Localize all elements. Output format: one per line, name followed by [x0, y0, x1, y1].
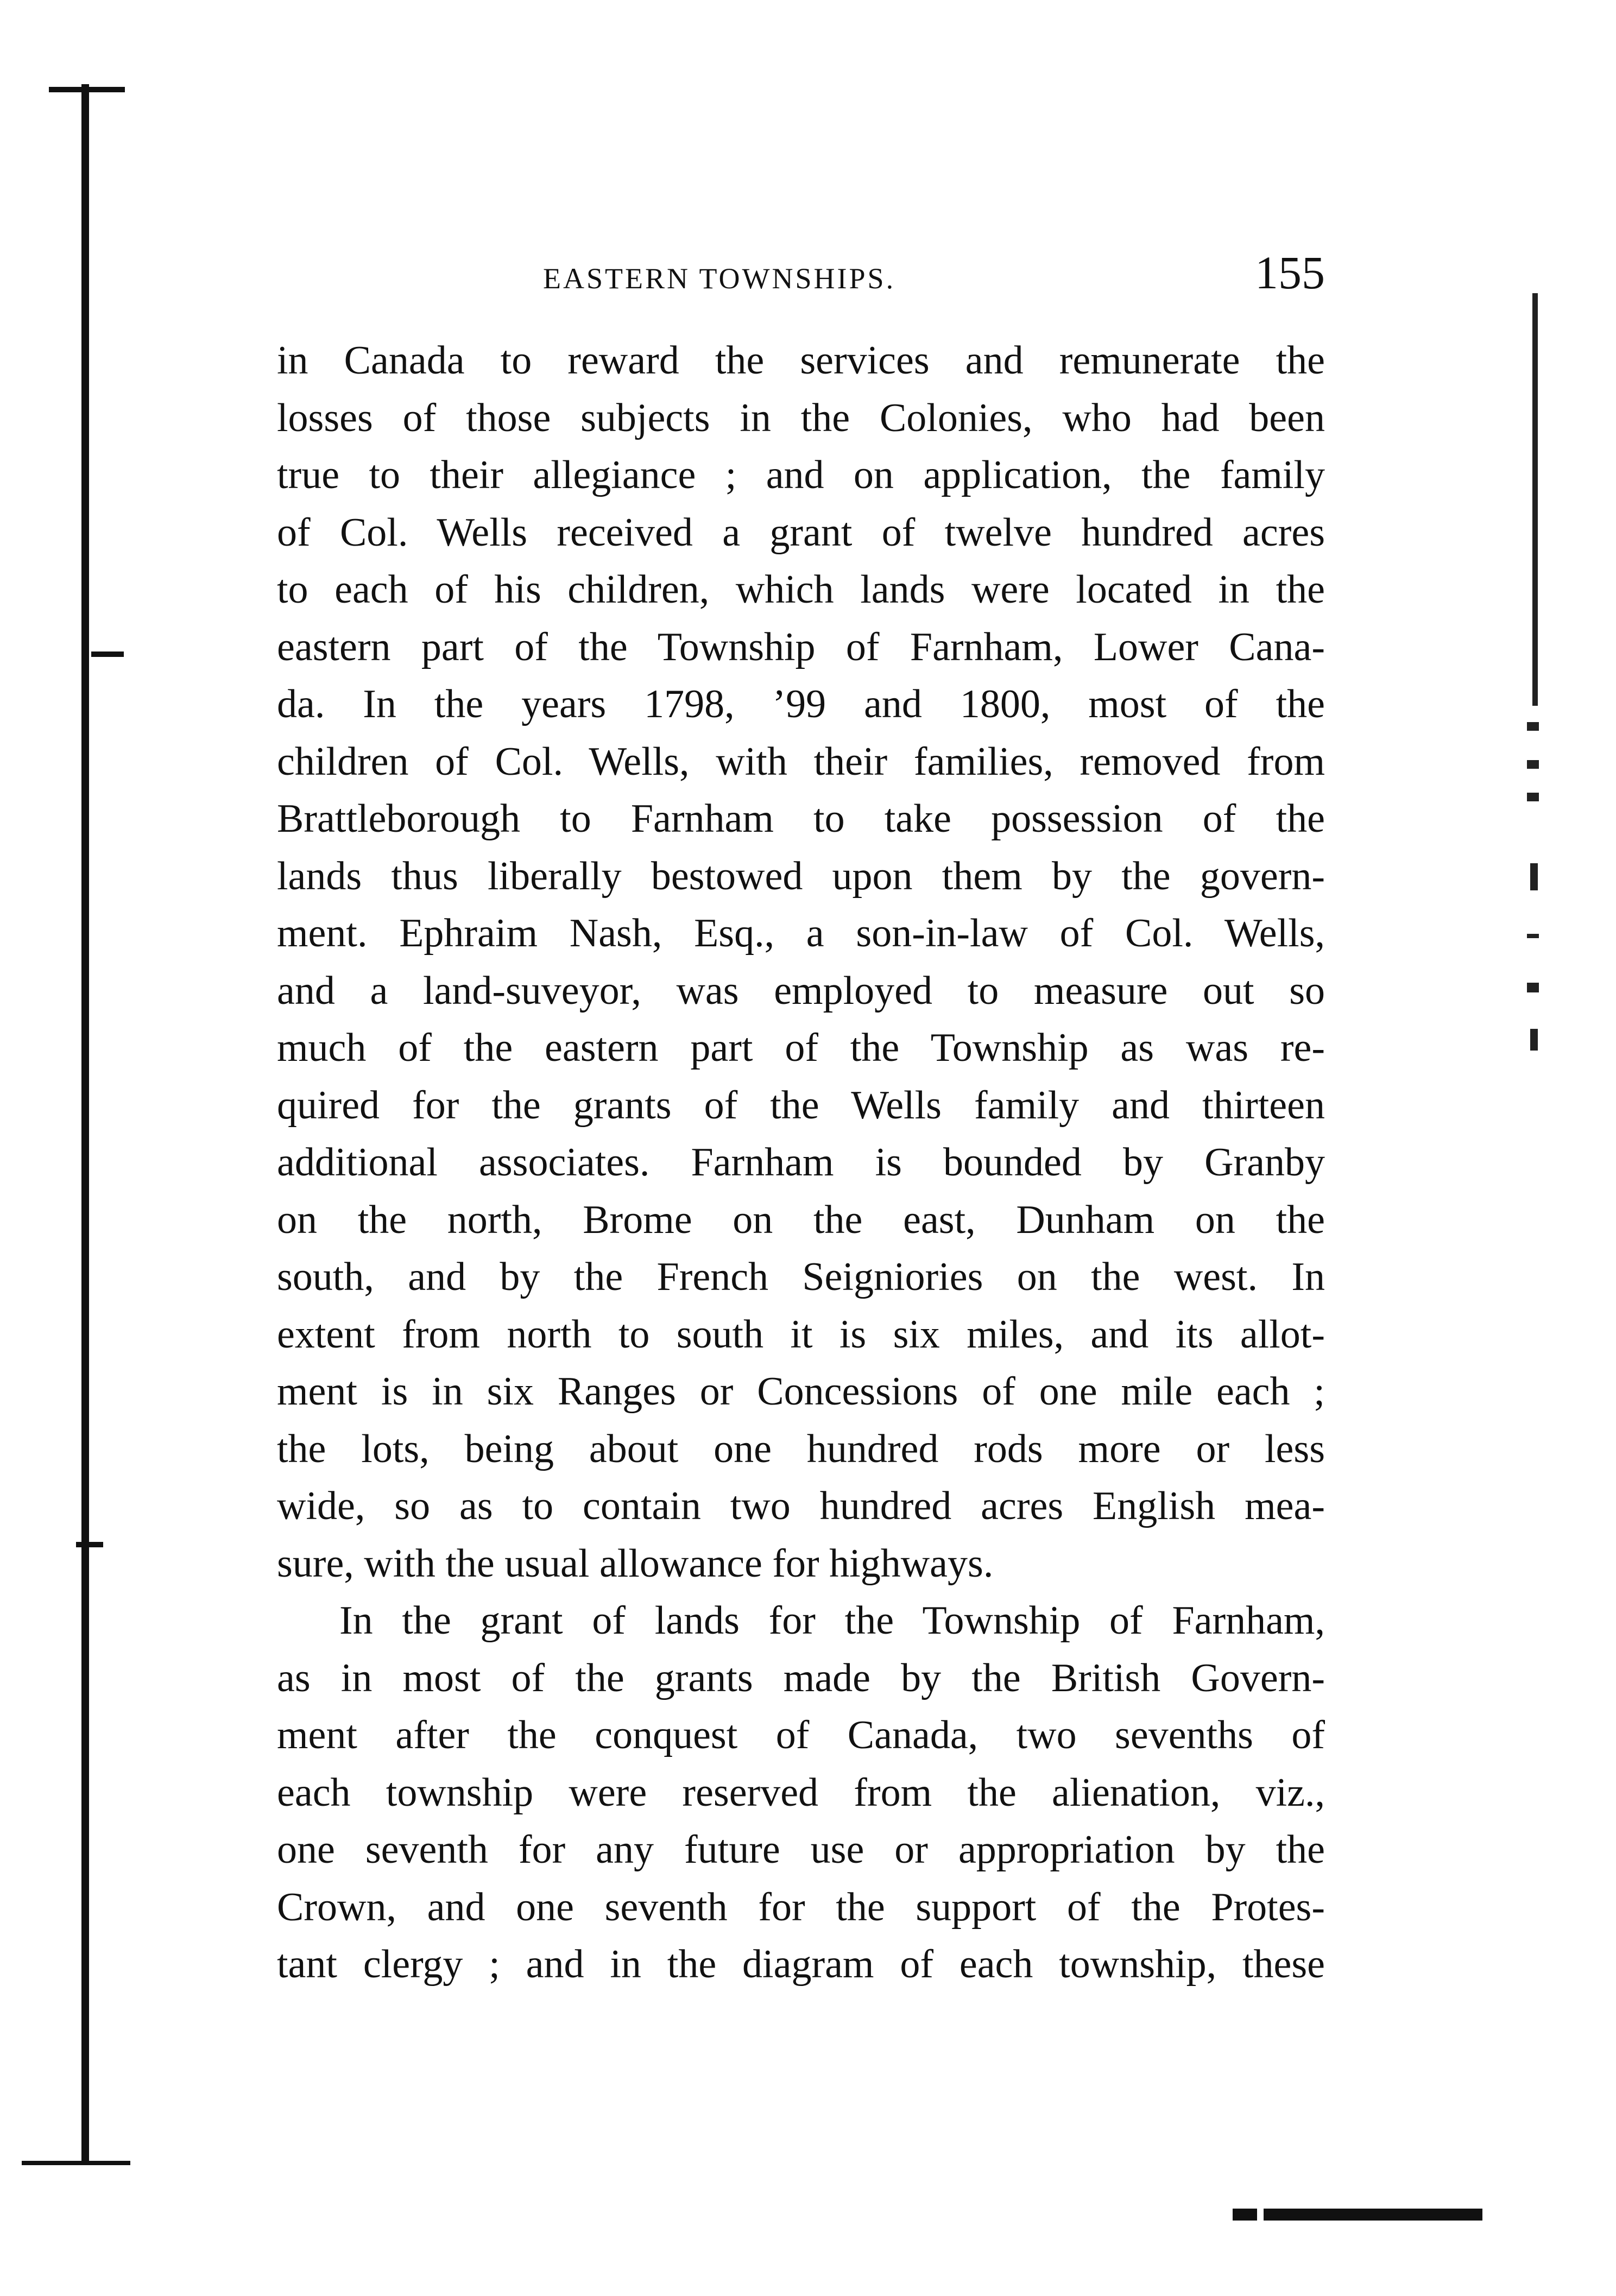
text-line: wide, so as to contain two hundred acres English mea- [277, 1484, 1325, 1528]
text-line: south, and by the French Seigniories on the west. In [277, 1255, 1325, 1299]
text-line: on the north, Brome on the east, Dunham on the [277, 1197, 1325, 1242]
page-header [277, 245, 1325, 305]
bottom-edge-rule [1233, 2209, 1482, 2221]
left-binding-notch [76, 1542, 103, 1547]
text-line: ment. Ephraim Nash, Esq., a son-in-law of Col. Wells, [277, 911, 1325, 956]
paragraph-first-line: In the grant of lands for the Township of Farnham, [339, 1598, 1325, 1643]
left-binding-notch [91, 652, 124, 657]
text-line: ment is in six Ranges or Concessions of one mile each ; [277, 1369, 1325, 1414]
right-edge-dash [1530, 1029, 1538, 1051]
running-head: EASTERN TOWNSHIPS. [543, 262, 896, 295]
text-line: eastern part of the Township of Farnham, Lower Cana- [277, 624, 1325, 669]
text-line: additional associates. Farnham is bounded by Granby [277, 1140, 1325, 1185]
text-line: one seventh for any future use or appropriation by the [277, 1827, 1325, 1872]
text-line: as in most of the grants made by the British Govern- [277, 1655, 1325, 1700]
text-line: the lots, being about one hundred rods more or less [277, 1426, 1325, 1471]
text-line: in Canada to reward the services and remunerate the [277, 338, 1325, 383]
text-line: children of Col. Wells, with their families, removed from [277, 739, 1325, 784]
right-edge-dash [1527, 934, 1539, 938]
right-edge-dash [1527, 983, 1539, 992]
text-line: Brattleborough to Farnham to take possession of the [277, 796, 1325, 841]
text-line: losses of those subjects in the Colonies, who had been [277, 395, 1325, 440]
text-line: tant clergy ; and in the diagram of each township, these [277, 1942, 1325, 1987]
bottom-edge-rule-gap [1257, 2209, 1264, 2221]
text-line: ment after the conquest of Canada, two sevenths of [277, 1713, 1325, 1757]
right-edge-mark [1532, 293, 1538, 706]
text-line: much of the eastern part of the Township as was re- [277, 1026, 1325, 1070]
body-text [277, 332, 1325, 1994]
text-line: each township were reserved from the alienation, viz., [277, 1770, 1325, 1815]
right-edge-dash [1527, 793, 1539, 801]
text-line: lands thus liberally bestowed upon them by the govern- [277, 853, 1325, 899]
text-line: Crown, and one seventh for the support of the Protes- [277, 1884, 1325, 1930]
page-number: 155 [1255, 246, 1325, 299]
right-edge-dash [1527, 760, 1539, 769]
left-binding-top-mark [49, 87, 125, 92]
text-line: and a land-suveyor, was employed to measure out so [277, 968, 1325, 1013]
text-line: quired for the grants of the Wells family and thirteen [277, 1083, 1325, 1128]
text-line: da. In the years 1798, ’99 and 1800, most of the [277, 682, 1325, 726]
paragraph-last-line: sure, with the usual allowance for highways. [277, 1541, 994, 1586]
text-line: of Col. Wells received a grant of twelve hundred acres [277, 510, 1325, 555]
left-binding-bottom-mark [22, 2161, 130, 2165]
left-binding-edge [81, 84, 89, 2164]
right-edge-dash [1527, 722, 1539, 731]
text-line: true to their allegiance ; and on application, the family [277, 453, 1325, 497]
right-edge-dash [1530, 863, 1538, 890]
text-line: to each of his children, which lands were located in the [277, 567, 1325, 612]
text-line: extent from north to south it is six miles, and its allot- [277, 1312, 1325, 1357]
